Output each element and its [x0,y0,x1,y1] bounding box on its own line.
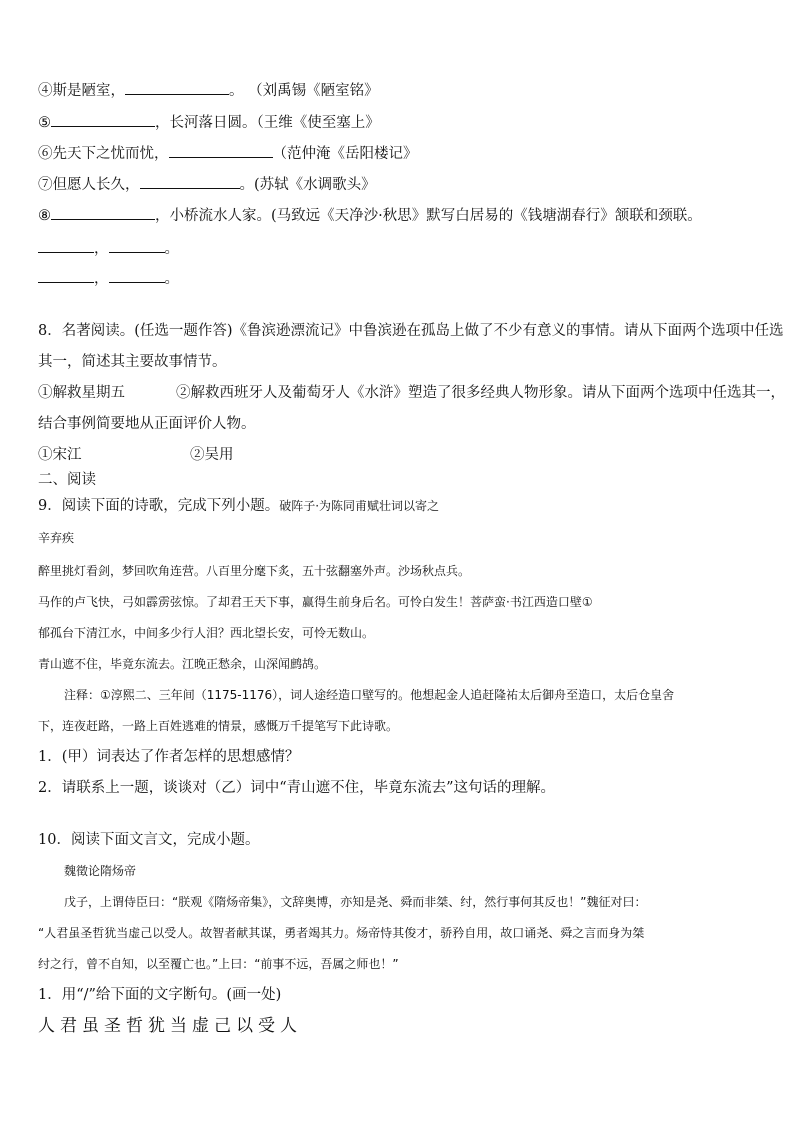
poem-line: 马作的卢飞快，弓如霹雳弦惊。了却君王天下事，赢得生前身后名。可怜白发生！菩萨蛮·书江西造口壁① [38,595,593,609]
fill-item-7 [38,175,376,195]
annotation: 注释：①淳熙二、三年间（1175-1176），词人途经造口壁写的。他想起金人追赶隆祐太后御舟至造口，太后仓皇舍 [64,688,675,702]
sub-question-10-1: 1．用“/”给下面的文字断句。(画一处) [38,987,282,1003]
fill-item-5-source: ，长河落日圆。（王维《使至塞上》 [155,115,380,131]
sub-question-2: 2．请联系上一题，谈谈对（乙）词中“青山遮不住，毕竟东流去”这句话的理解。 [38,780,556,796]
poem-author: 辛弃疾 [38,531,75,545]
fill-item-7-text: ⑦但愿人长久， [38,177,140,193]
passage-text: 戊子，上谓侍臣曰：“朕观《隋炀帝集》，文辞奥博，亦知是尧、舜而非桀、纣，然行事何其反也！”魏征对曰： [64,895,647,909]
answer-blank[interactable] [109,240,165,253]
answer-blank[interactable] [51,114,155,127]
option-1: ①解救星期五 [38,385,125,401]
answer-blank[interactable] [140,176,240,189]
question-9-text: 9．阅读下面的诗歌，完成下列小题。 [38,498,280,514]
sub-question-1: 1．(甲）词表达了作者怎样的思想感情？ [38,749,300,765]
fill-item-6-text: ⑥先天下之忧而忧， [38,146,169,162]
answer-blank[interactable] [51,207,155,220]
fill-item-9 [38,239,179,259]
question-8-cont: 其一，简述其主要故事情节。 [38,354,227,370]
poem-line: 青山遮不住，毕竟东流去。江晚正愁余，山深闻鹧鸪。 [38,657,327,671]
fill-item-7-source: 。(苏轼《水调歌头》 [239,177,376,193]
question-10: 10．阅读下面文言文，完成小题。 [38,832,260,848]
answer-blank[interactable] [125,82,229,95]
fill-item-8 [38,206,702,226]
section-heading: 二、阅读 [38,472,96,488]
question-8-b: 结合事例简要地从正面评价人物。 [38,416,256,432]
question-9 [38,496,439,516]
fill-item-8-text: ⑧ [38,208,51,224]
answer-blank[interactable] [38,240,94,253]
option-songjiang: ①宋江 [38,447,82,463]
blank-end: 。 [164,271,179,287]
fill-item-4-text: ④斯是陋室， [38,83,125,99]
passage-title: 魏徵论隋炀帝 [64,864,137,878]
fill-item-6-source: （范仲淹《岳阳楼记》 [272,146,418,162]
blank-separator: ， [94,241,109,257]
annotation-cont: 下，连夜赶路，一路上百姓逃难的情景，感慨万千提笔写下此诗歌。 [38,719,399,733]
fill-item-5 [38,113,380,133]
fill-item-4-source: 。 （刘禹锡《陋室铭》 [229,83,379,99]
option-wuyong: ②吴用 [190,447,234,463]
fill-item-8-source: ，小桥流水人家。(马致远《天净沙·秋思》默写白居易的《钱塘湖春行》颔联和颈联。 [155,208,702,224]
answer-blank[interactable] [169,145,273,158]
blank-end: 。 [164,241,179,257]
answer-blank[interactable] [38,270,94,283]
poem-line: 醉里挑灯看剑，梦回吹角连营。八百里分麾下炙，五十弦翻塞外声。沙场秋点兵。 [38,564,471,578]
sentence-to-punctuate: 人君虽圣哲犹当虚己以受人 [38,1016,302,1036]
poem-title: 破阵子·为陈同甫赋壮词以寄之 [279,499,440,513]
fill-item-6 [38,144,418,164]
fill-item-4 [38,81,379,101]
passage-text: “人君虽圣哲犹当虚己以受人。故智者献其谋，勇者竭其力。炀帝恃其俊才，骄矜自用，故口诵尧、舜之言而身为桀 [38,926,645,940]
answer-blank[interactable] [109,270,165,283]
fill-item-5-text: ⑤ [38,115,51,131]
blank-separator: ， [94,271,109,287]
option-2: ②解救西班牙人及葡萄牙人《水浒》塑造了很多经典人物形象。请从下面两个选项中任选其一， [176,385,785,401]
question-8: 8．名著阅读。(任选一题作答)《鲁滨逊漂流记》中鲁滨逊在孤岛上做了不少有意义的事情。请从下面两个选项中任选 [38,323,784,339]
fill-item-10 [38,269,179,289]
poem-line: 郁孤台下清江水，中间多少行人泪？西北望长安，可怜无数山。 [38,626,375,640]
passage-text: 纣之行，曾不自知，以至覆亡也。”上曰：“前事不远，吾属之师也！” [38,957,399,971]
